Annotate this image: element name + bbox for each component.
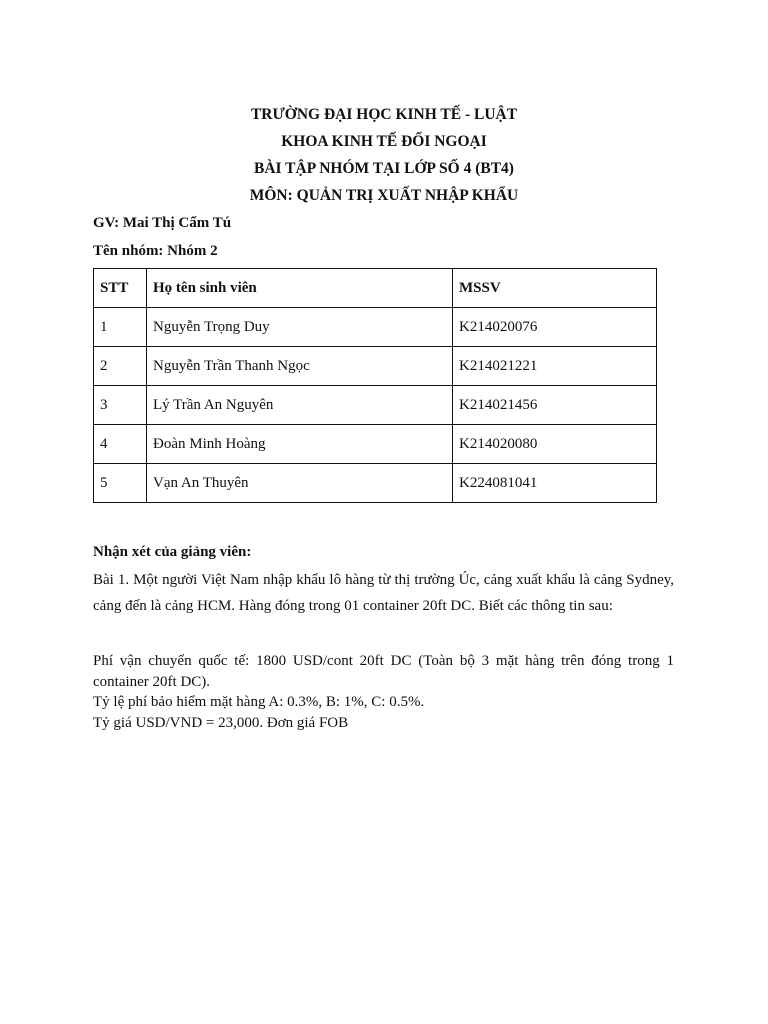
review-label: Nhận xét của giảng viên: [93, 544, 252, 560]
table-row [94, 425, 657, 464]
header-student-name: Họ tên sinh viên [147, 269, 453, 308]
table-header-row [94, 269, 657, 308]
exercise-paragraph-1: Bài 1. Một người Việt Nam nhập khẩu lô hàng từ thị trường Úc, cảng xuất khẩu là cảng Sydney, cảng đến là cảng HCM. Hàng đóng trong 01 container 20ft DC. Biết các thông tin sau: [93, 572, 674, 614]
faculty-name: KHOA KINH TẾ ĐỐI NGOẠI [281, 133, 487, 150]
table-row [94, 308, 657, 347]
cell-student-id: K224081041 [453, 464, 657, 503]
cell-student-name: Nguyễn Trần Thanh Ngọc [147, 347, 453, 386]
cell-stt: 1 [94, 308, 147, 347]
members-table [93, 268, 657, 503]
cell-student-name: Đoàn Minh Hoàng [147, 425, 453, 464]
cell-stt: 5 [94, 464, 147, 503]
cell-student-id: K214020080 [453, 425, 657, 464]
cell-student-name: Nguyễn Trọng Duy [147, 308, 453, 347]
header-student-id: MSSV [453, 269, 657, 308]
exercise-paragraph-4: Tỷ giá USD/VND = 23,000. Đơn giá FOB [93, 715, 349, 731]
table-row [94, 347, 657, 386]
table-row [94, 386, 657, 425]
assignment-title: BÀI TẬP NHÓM TẠI LỚP SỐ 4 (BT4) [254, 160, 514, 177]
cell-stt: 2 [94, 347, 147, 386]
cell-student-id: K214021221 [453, 347, 657, 386]
cell-student-name: Vạn An Thuyên [147, 464, 453, 503]
teacher-name: GV: Mai Thị Cẩm Tú [93, 215, 232, 231]
header-stt: STT [94, 269, 147, 308]
course-name: MÔN: QUẢN TRỊ XUẤT NHẬP KHẨU [249, 187, 519, 204]
cell-student-id: K214021456 [453, 386, 657, 425]
cell-student-name: Lý Trần An Nguyên [147, 386, 453, 425]
exercise-paragraph-3: Tỷ lệ phí bảo hiểm mặt hàng A: 0.3%, B: 1%, C: 0.5%. [93, 694, 425, 710]
table-row [94, 464, 657, 503]
cell-stt: 4 [94, 425, 147, 464]
exercise-paragraph-2: Phí vận chuyển quốc tế: 1800 USD/cont 20ft DC (Toàn bộ 3 mặt hàng trên đóng trong 1 container 20ft DC). [93, 653, 674, 690]
university-name: TRƯỜNG ĐẠI HỌC KINH TẾ - LUẬT [250, 106, 518, 123]
cell-stt: 3 [94, 386, 147, 425]
group-name: Tên nhóm: Nhóm 2 [93, 243, 218, 259]
cell-student-id: K214020076 [453, 308, 657, 347]
